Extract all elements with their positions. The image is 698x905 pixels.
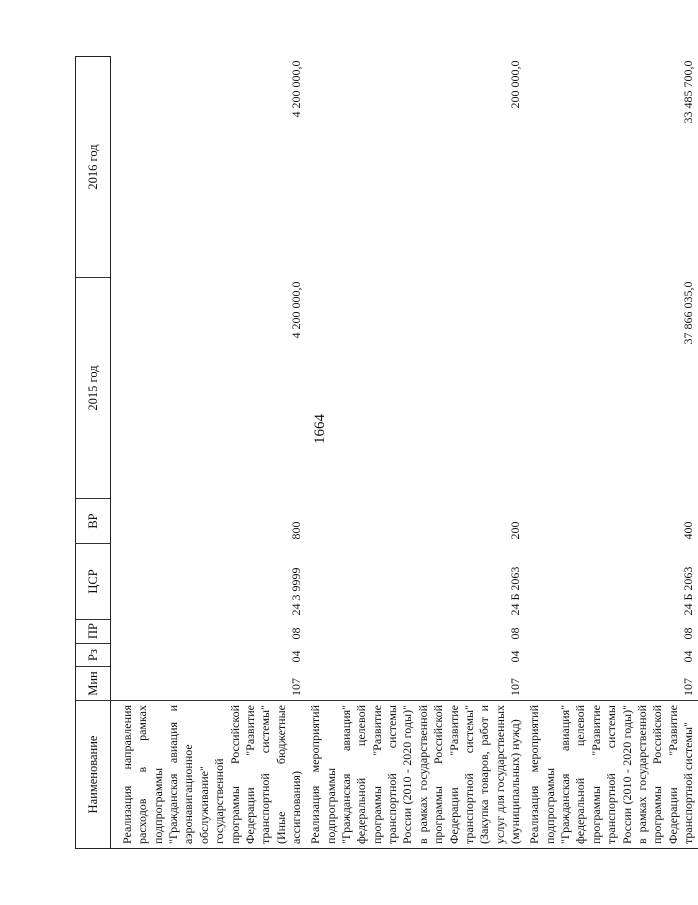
row-2016: 33 485 700,0: [680, 60, 695, 124]
budget-table-rotated: [75, 57, 695, 849]
row-2015: 4 200 000,0: [288, 281, 303, 339]
row-vr: 800: [288, 521, 303, 540]
row-2015: [306, 278, 525, 499]
row-min: 107: [507, 678, 522, 696]
row-pr: 08: [680, 627, 695, 640]
row-rz: 04: [680, 650, 695, 663]
row-2016: 200 000,0: [507, 60, 522, 109]
row-vr: 400: [680, 521, 695, 540]
row-rz: 04: [288, 650, 303, 663]
row-pr: 08: [507, 627, 522, 640]
row-2015: 37 866 035,0: [680, 281, 695, 345]
row-vr: 200: [507, 521, 522, 540]
header-vr: ВР: [76, 499, 111, 544]
header-2015: 2015 год: [76, 278, 111, 499]
table-row: [111, 57, 307, 849]
header-min: Мин: [76, 667, 111, 701]
table-row: [306, 57, 525, 849]
header-csr: ЦСР: [76, 544, 111, 620]
table-row: [525, 57, 698, 849]
row-min: 107: [288, 678, 303, 696]
row-2016: 4 200 000,0: [288, 60, 303, 118]
row-csr: 24 Б 2063: [507, 566, 522, 616]
row-csr: 24 3 9999: [288, 567, 303, 616]
row-name: Реализация мероприятий подпрограммы "Гражданская авиация" федеральной целевой программы "Развитие транспортной системы России (2010 - 2020 годы)" в рамках государственной программы Российской Федерации "Развитие транспортной системы": [525, 701, 698, 849]
header-pr: ПР: [76, 620, 111, 644]
budget-table: [75, 56, 698, 849]
row-min: 107: [680, 678, 695, 696]
header-rz: Рз: [76, 644, 111, 667]
header-2016: 2016 год: [76, 57, 111, 278]
header-name: Наименование: [76, 701, 111, 849]
row-name: Реализация мероприятий подпрограммы "Гражданская авиация" федеральной целевой программы "Развитие транспортной системы России (2010 - 2020 годы)" в рамках государственной программы Российской Федерации "Развитие транспортной системы" (Закупка товаров, работ и услуг для государственных (муниципальных) нужд): [306, 701, 525, 849]
row-name: Реализация направления расходов в рамках подпрограммы "Гражданская авиация и аэронавигационное обслуживание" государственной программы Российской Федерации "Развитие транспортной системы" (Иные бюджетные ассигнования): [111, 701, 307, 849]
table-header-row: [76, 57, 111, 849]
row-csr: 24 Б 2063: [680, 566, 695, 616]
row-rz: 04: [507, 650, 522, 663]
row-pr: 08: [288, 627, 303, 640]
page-number: 1664: [311, 414, 328, 444]
